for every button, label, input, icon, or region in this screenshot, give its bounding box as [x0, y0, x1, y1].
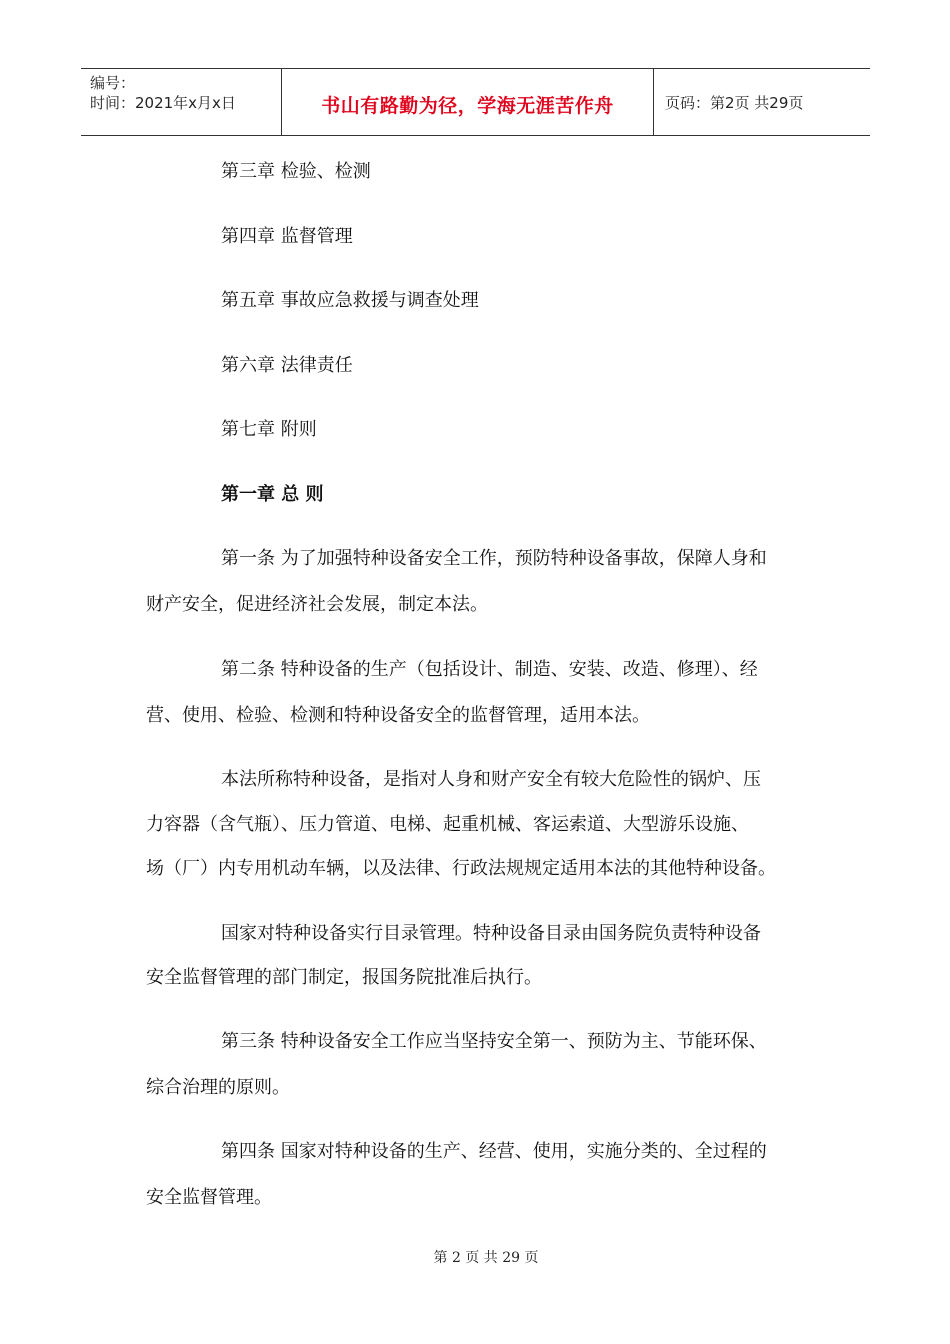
article-3-line-2: 综合治理的原则。	[146, 1077, 290, 1098]
definition-line-1: 本法所称特种设备，是指对人身和财产安全有较大危险性的锅炉、压	[221, 769, 761, 790]
toc-item-chapter-7: 第七章 附则	[221, 419, 317, 440]
header-page-info: 页码：第2页 共29页	[665, 93, 804, 112]
article-1-line-2: 财产安全，促进经济社会发展，制定本法。	[146, 594, 488, 615]
article-4-line-2: 安全监督管理。	[146, 1187, 272, 1208]
page-header	[81, 68, 870, 136]
article-2-line-2: 营、使用、检验、检测和特种设备安全的监督管理，适用本法。	[146, 705, 650, 726]
article-3-line-1: 第三条 特种设备安全工作应当坚持安全第一、预防为主、节能环保、	[221, 1031, 767, 1052]
definition-line-2: 力容器（含气瓶）、压力管道、电梯、起重机械、客运索道、大型游乐设施、	[146, 814, 749, 835]
header-motto: 书山有路勤为径，学海无涯苦作舟	[321, 94, 614, 117]
article-4-line-1: 第四条 国家对特种设备的生产、经营、使用，实施分类的、全过程的	[221, 1141, 767, 1162]
catalogue-line-2: 安全监督管理的部门制定，报国务院批准后执行。	[146, 967, 542, 988]
document-time-label: 时间：2021年x月x日	[90, 94, 236, 112]
header-meta	[81, 69, 282, 135]
chapter-1-heading: 第一章 总 则	[221, 484, 324, 505]
header-motto-cell	[282, 69, 654, 135]
header-page-info-cell	[654, 69, 870, 135]
catalogue-line-1: 国家对特种设备实行目录管理。特种设备目录由国务院负责特种设备	[221, 923, 761, 944]
article-2-line-1: 第二条 特种设备的生产（包括设计、制造、安装、改造、修理）、经	[221, 659, 758, 680]
page-footer: 第 2 页 共 29 页	[433, 1250, 539, 1266]
article-1-line-1: 第一条 为了加强特种设备安全工作，预防特种设备事故，保障人身和	[221, 548, 767, 569]
toc-item-chapter-6: 第六章 法律责任	[221, 355, 353, 376]
toc-item-chapter-5: 第五章 事故应急救援与调查处理	[221, 290, 479, 311]
toc-item-chapter-3: 第三章 检验、检测	[221, 161, 371, 182]
definition-line-3: 场（厂）内专用机动车辆，以及法律、行政法规规定适用本法的其他特种设备。	[146, 858, 776, 879]
toc-item-chapter-4: 第四章 监督管理	[221, 226, 353, 247]
document-number-label: 编号：	[90, 74, 136, 92]
